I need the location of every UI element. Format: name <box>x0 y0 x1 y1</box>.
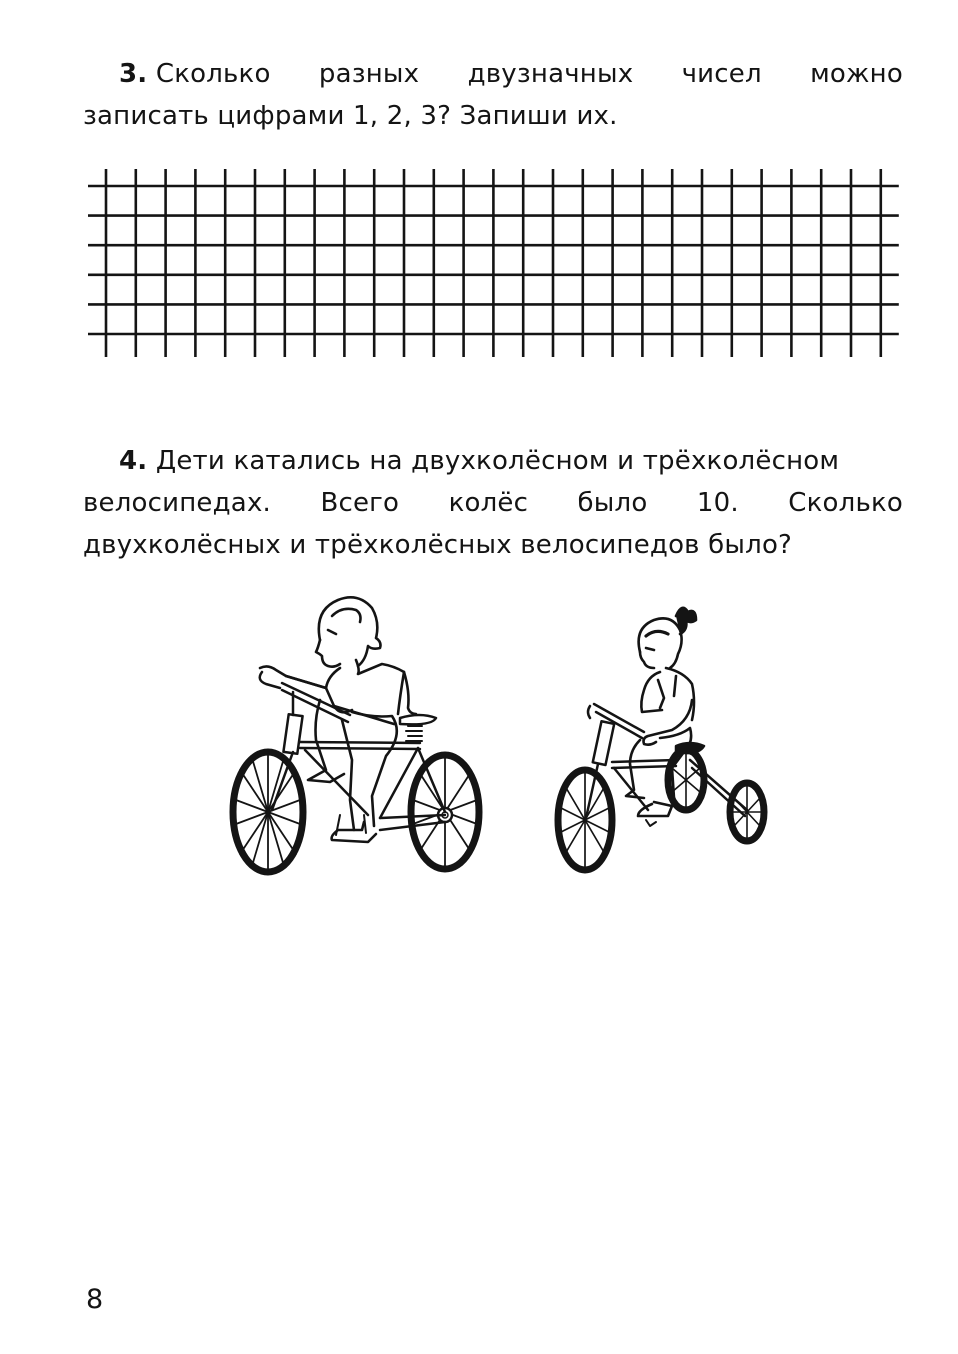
word: Всего <box>320 488 400 518</box>
task-3-line-2: записать цифрами 1, 2, 3? Запиши их. <box>83 101 618 131</box>
word: чисел <box>681 59 762 89</box>
word: было <box>577 488 648 518</box>
word: Сколько <box>788 488 903 518</box>
front-wheel-icon <box>558 770 612 870</box>
page-number: 8 <box>86 1284 104 1315</box>
word: велосипедах. <box>83 488 271 518</box>
word: разных <box>318 59 420 89</box>
word: можно <box>810 59 903 89</box>
boy-on-bicycle-icon <box>233 597 479 872</box>
word: Сколько <box>155 59 271 89</box>
task-4-line-1-text: Дети катались на двухколёсном и трёхколёсном <box>155 446 840 476</box>
bicycle-frame <box>260 672 445 830</box>
word: колёс <box>448 488 529 518</box>
word: 10. <box>696 488 739 518</box>
word: двузначных <box>467 59 634 89</box>
side-wheel-icon <box>730 783 764 841</box>
front-wheel-icon <box>233 752 303 872</box>
task-4-line-3: двухколёсных и трёхколёсных велосипедов было? <box>83 530 793 560</box>
task-3-number: 3. <box>119 59 148 89</box>
girl-on-tricycle-icon <box>558 608 764 870</box>
task-4-number: 4. <box>119 446 148 476</box>
